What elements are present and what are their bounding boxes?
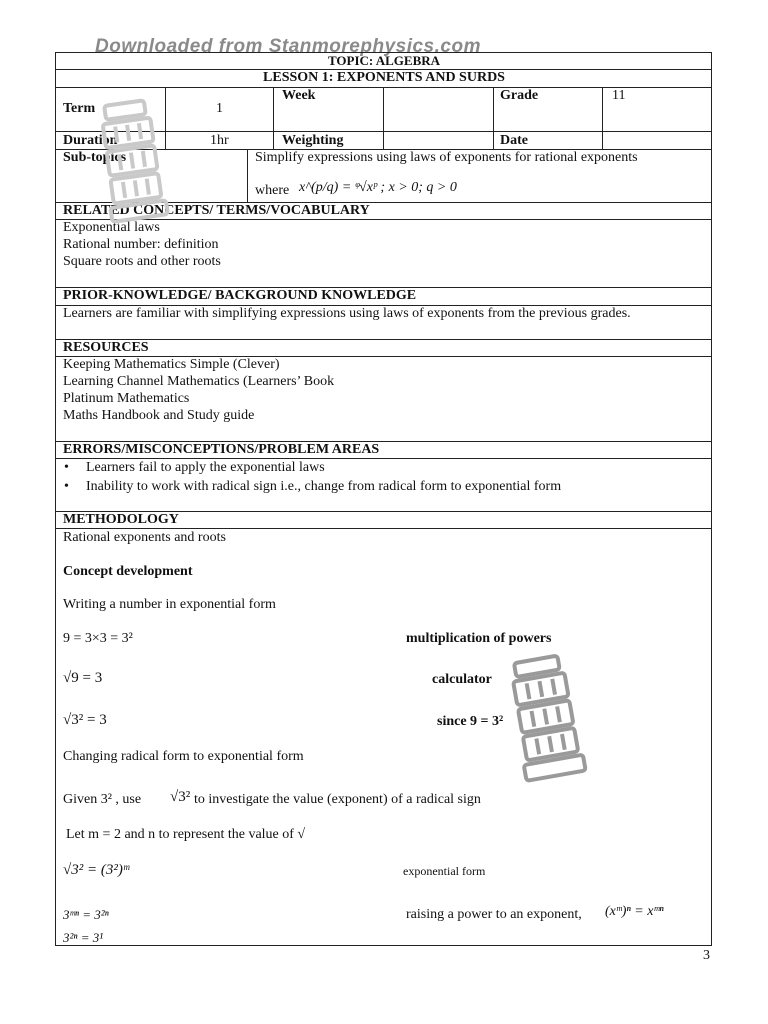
grade-value: 11 bbox=[612, 88, 626, 103]
prior-heading: PRIOR-KNOWLEDGE/ BACKGROUND KNOWLEDGE bbox=[63, 288, 417, 303]
page-number: 3 bbox=[703, 948, 710, 963]
term-label: Term bbox=[63, 101, 96, 116]
resource-item: Keeping Mathematics Simple (Clever) bbox=[63, 357, 280, 372]
changing-text: Changing radical form to exponential form bbox=[63, 749, 304, 764]
given-prefix: Given 3² , use bbox=[63, 792, 142, 807]
methodology-heading: METHODOLOGY bbox=[63, 512, 179, 527]
related-item: Rational number: definition bbox=[63, 237, 219, 252]
equation: 3ᵐⁿ = 3²ⁿ bbox=[63, 907, 109, 922]
given-suffix: to investigate the value (exponent) of a radical sign bbox=[194, 792, 481, 807]
equation: √9 = 3 bbox=[63, 670, 103, 686]
error-item: • Learners fail to apply the exponential laws bbox=[86, 460, 325, 476]
resources-heading: RESOURCES bbox=[63, 340, 149, 355]
duration-label: Duration bbox=[63, 133, 118, 148]
equation-note: multiplication of powers bbox=[406, 631, 552, 646]
equation-formula: (xᵐ)ⁿ = xᵐⁿ bbox=[605, 904, 664, 919]
concept-heading: Concept development bbox=[63, 564, 193, 579]
equation: 3²ⁿ = 3¹ bbox=[63, 930, 104, 945]
divider bbox=[247, 149, 248, 202]
subtopics-label: Sub-topics bbox=[63, 150, 127, 165]
grade-label: Grade bbox=[500, 88, 539, 103]
duration-value: 1hr bbox=[210, 133, 229, 148]
topic-title: TOPIC: ALGEBRA bbox=[327, 53, 441, 68]
given-radical: √3² bbox=[170, 789, 191, 805]
related-item: Exponential laws bbox=[63, 220, 160, 235]
equation-note: since 9 = 3² bbox=[437, 714, 504, 729]
subtopics-formula: x^(p/q) = ᵠ√xᵖ ; x > 0; q > 0 bbox=[299, 180, 457, 195]
let-text: Let m = 2 and n to represent the value of √ bbox=[66, 827, 306, 842]
errors-heading: ERRORS/MISCONCEPTIONS/PROBLEM AREAS bbox=[63, 442, 380, 457]
equation: 9 = 3×3 = 3² bbox=[63, 631, 133, 646]
divider bbox=[55, 339, 712, 340]
tower-watermark-icon bbox=[508, 652, 590, 784]
related-heading: RELATED CONCEPTS/ TERMS/VOCABULARY bbox=[63, 203, 370, 218]
term-value: 1 bbox=[216, 101, 223, 116]
resource-item: Platinum Mathematics bbox=[63, 391, 190, 406]
equation: √3² = 3 bbox=[63, 712, 107, 728]
date-label: Date bbox=[500, 133, 528, 148]
equation-note: raising a power to an exponent, bbox=[406, 907, 582, 922]
weighting-label: Weighting bbox=[282, 133, 344, 148]
divider bbox=[273, 87, 274, 149]
related-item: Square roots and other roots bbox=[63, 254, 221, 269]
divider bbox=[493, 87, 494, 149]
lesson-title: LESSON 1: EXPONENTS AND SURDS bbox=[263, 70, 505, 85]
equation-note: calculator bbox=[432, 672, 492, 687]
equation: √3² = (3²)ᵐ bbox=[63, 862, 130, 878]
watermark-text: Downloaded from Stanmorephysics.com bbox=[95, 36, 481, 57]
divider bbox=[55, 458, 712, 459]
writing-text: Writing a number in exponential form bbox=[63, 597, 276, 612]
methodology-intro: Rational exponents and roots bbox=[63, 530, 226, 545]
error-item: • Inability to work with radical sign i.e., change from radical form to exponential form bbox=[86, 479, 561, 495]
divider bbox=[55, 528, 712, 529]
resource-item: Maths Handbook and Study guide bbox=[63, 408, 255, 423]
subtopics-line1: Simplify expressions using laws of exponents for rational exponents bbox=[255, 150, 638, 165]
divider bbox=[383, 87, 384, 149]
prior-text: Learners are familiar with simplifying expressions using laws of exponents from the previous grades. bbox=[63, 306, 631, 321]
divider bbox=[602, 87, 603, 149]
equation-note: exponential form bbox=[403, 864, 486, 878]
subtopics-line2-prefix: where bbox=[255, 183, 290, 198]
resource-item: Learning Channel Mathematics (Learners’ Book bbox=[63, 374, 335, 389]
week-label: Week bbox=[282, 88, 316, 103]
tower-watermark-icon bbox=[98, 96, 174, 224]
